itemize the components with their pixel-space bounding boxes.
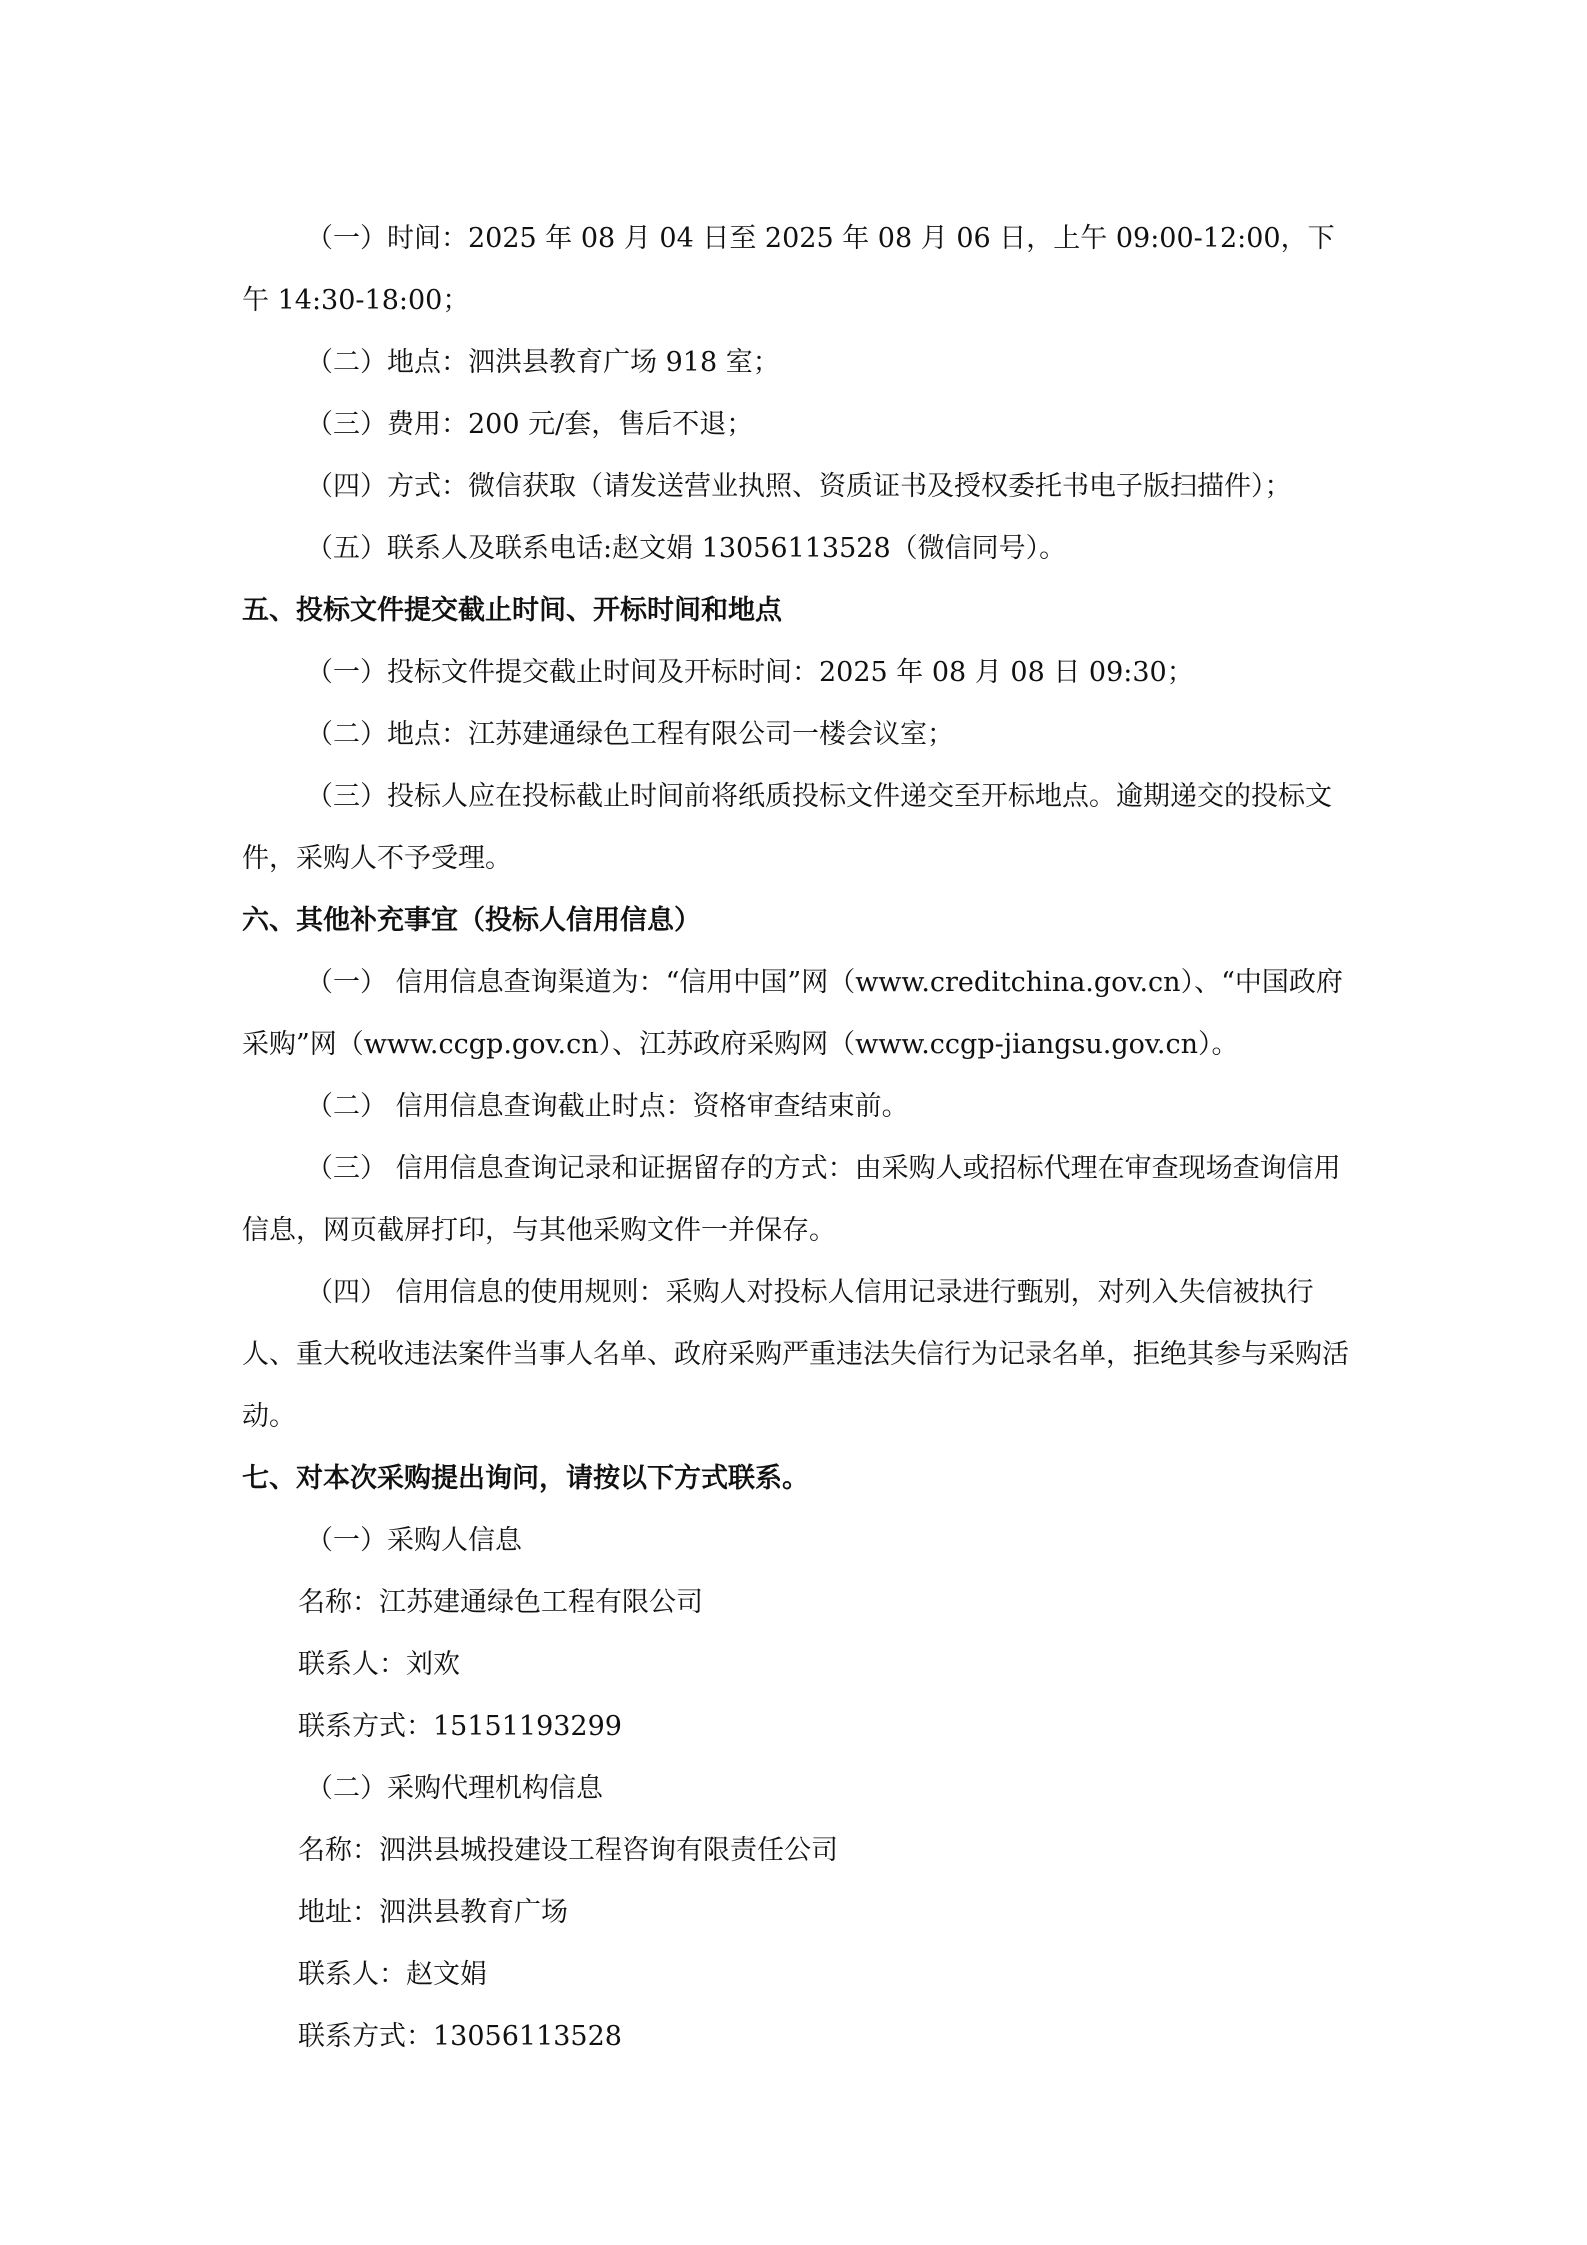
section5-item1: （一）投标文件提交截止时间及开标时间：2025 年 08 月 08 日 09:30； [306, 657, 1194, 688]
section5-item2: （二）地点：江苏建通绿色工程有限公司一楼会议室； [306, 719, 954, 750]
agency-phone: 联系方式：13056113528 [298, 2021, 622, 2052]
section5-item3: （三）投标人应在投标截止时间前将纸质投标文件递交至开标地点。逾期递交的投标文件，采购人不予受理。 [242, 781, 1332, 874]
purchaser-name: 名称：江苏建通绿色工程有限公司 [298, 1587, 703, 1618]
purchaser-phone: 联系方式：15151193299 [298, 1711, 622, 1742]
purchaser-title: （一）采购人信息 [306, 1525, 522, 1556]
agency-name: 名称：泗洪县城投建设工程咨询有限责任公司 [298, 1835, 838, 1866]
item-fee: （三）费用：200 元/套，售后不退； [306, 409, 754, 440]
section6-item2: （二） 信用信息查询截止时点：资格审查结束前。 [306, 1091, 909, 1122]
section6-item1: （一） 信用信息查询渠道为：“信用中国”网（www.creditchina.gov.cn）、“中国政府采购”网（www.ccgp.gov.cn）、江苏政府采购网（www.ccgp-jiangsu.gov.cn）。 [242, 967, 1343, 1060]
purchaser-contact: 联系人：刘欢 [298, 1649, 460, 1680]
agency-contact: 联系人：赵文娟 [298, 1959, 487, 1990]
item-place: （二）地点：泗洪县教育广场 918 室； [306, 347, 780, 378]
item-method: （四）方式：微信获取（请发送营业执照、资质证书及授权委托书电子版扫描件）； [306, 471, 1292, 502]
document-page [242, 208, 1352, 2068]
section5-heading: 五、投标文件提交截止时间、开标时间和地点 [242, 595, 782, 626]
agency-address: 地址：泗洪县教育广场 [298, 1897, 568, 1928]
item-contact: （五）联系人及联系电话:赵文娟 13056113528（微信同号）。 [306, 533, 1067, 564]
item-time: （一）时间：2025 年 08 月 04 日至 2025 年 08 月 06 日，上午 09:00-12:00，下午 14:30-18:00； [242, 223, 1335, 316]
section7-heading: 七、对本次采购提出询问，请按以下方式联系。 [242, 1463, 809, 1494]
agency-title: （二）采购代理机构信息 [306, 1773, 603, 1804]
section6-item4: （四） 信用信息的使用规则：采购人对投标人信用记录进行甄别，对列入失信被执行人、重大税收违法案件当事人名单、政府采购严重违法失信行为记录名单，拒绝其参与采购活动。 [242, 1277, 1349, 1432]
section6-heading: 六、其他补充事宜（投标人信用信息） [242, 905, 701, 936]
section6-item3: （三） 信用信息查询记录和证据留存的方式：由采购人或招标代理在审查现场查询信用信息，网页截屏打印，与其他采购文件一并保存。 [242, 1153, 1341, 1246]
